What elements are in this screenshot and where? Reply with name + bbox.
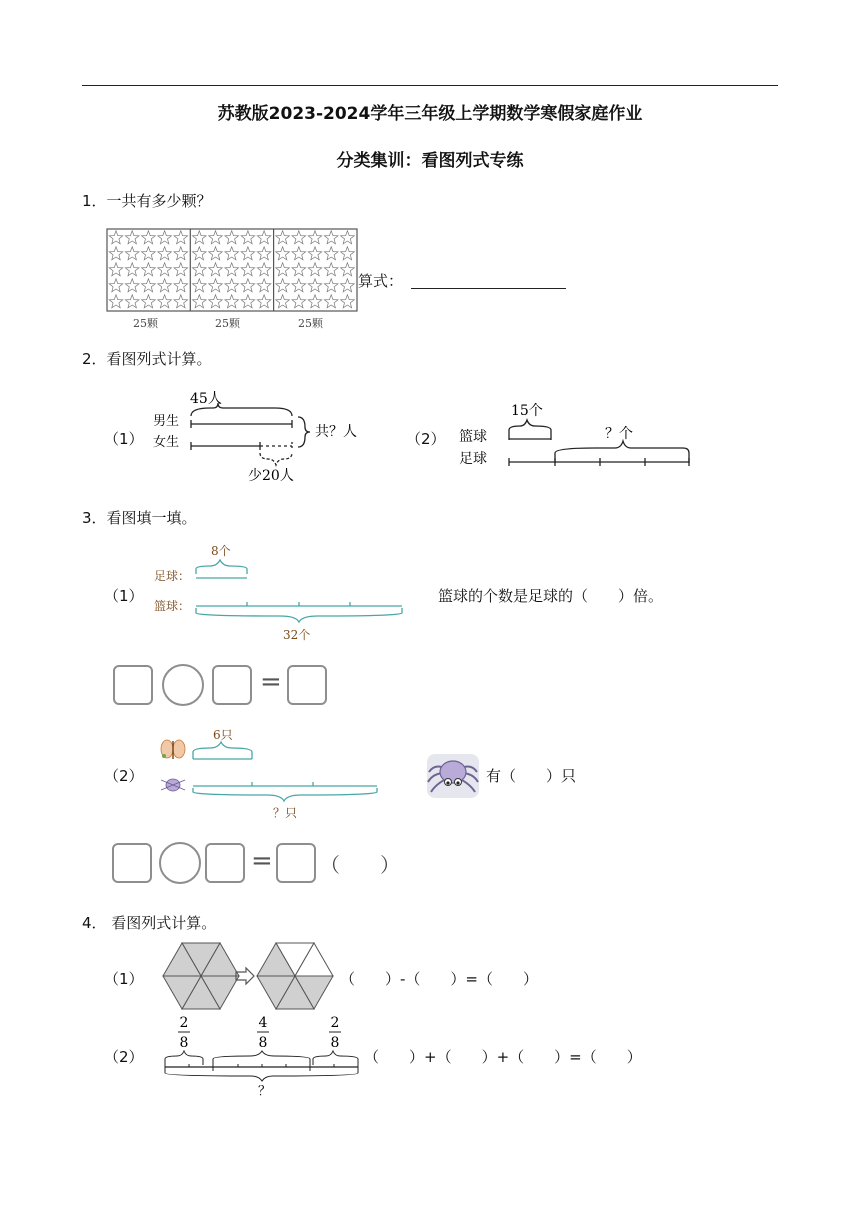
star-icon bbox=[292, 231, 306, 244]
star-icon bbox=[341, 247, 355, 260]
star-icon bbox=[324, 279, 338, 292]
star-icon bbox=[158, 263, 172, 276]
star-icon bbox=[292, 247, 306, 260]
answer-box[interactable] bbox=[205, 843, 245, 883]
answer-box[interactable] bbox=[276, 843, 316, 883]
svg-text:8: 8 bbox=[179, 1035, 189, 1051]
star-icon bbox=[341, 295, 355, 308]
star-icon bbox=[109, 279, 123, 292]
star-icon bbox=[341, 231, 355, 244]
star-icon bbox=[276, 279, 290, 292]
q3-part2-diagram bbox=[155, 728, 385, 828]
star-icon bbox=[341, 279, 355, 292]
basketball-row-label: 篮球： bbox=[154, 599, 191, 613]
answer-box[interactable] bbox=[113, 665, 153, 705]
total-question-label: ？ bbox=[258, 1084, 272, 1099]
star-icon bbox=[193, 231, 207, 244]
question-count-label: ？个 bbox=[605, 426, 633, 442]
q3-part1-sentence: 篮球的个数是足球的（ ）倍。 bbox=[438, 587, 664, 605]
boys-label: 男生 bbox=[153, 414, 180, 429]
q1-star-figure bbox=[106, 227, 360, 333]
star-icon bbox=[324, 295, 338, 308]
svg-text:8: 8 bbox=[258, 1035, 268, 1051]
q4-part1-number: （1） bbox=[104, 970, 144, 988]
basketball-brace bbox=[196, 608, 402, 622]
fraction-3 bbox=[329, 1015, 341, 1051]
total-label: 共？人 bbox=[315, 424, 357, 440]
star-icon bbox=[341, 263, 355, 276]
answer-box[interactable] bbox=[112, 843, 152, 883]
q2-part1-number: （1） bbox=[104, 430, 144, 448]
butterfly-brace bbox=[193, 742, 252, 759]
football-row-label: 足球： bbox=[154, 569, 191, 583]
q1-answer-line[interactable] bbox=[411, 288, 566, 289]
spider-icon bbox=[161, 779, 185, 791]
star-icon bbox=[241, 231, 255, 244]
fraction-1 bbox=[178, 1015, 190, 1051]
star-icon bbox=[209, 263, 223, 276]
spider-count-label: ？只 bbox=[273, 806, 298, 820]
q3-part2-number: （2） bbox=[104, 767, 144, 785]
basketball-count-label: 15个 bbox=[511, 403, 543, 419]
star-icon bbox=[324, 231, 338, 244]
star-icon bbox=[257, 279, 271, 292]
star-icon bbox=[125, 231, 139, 244]
svg-text:4: 4 bbox=[258, 1015, 268, 1031]
star-icon bbox=[225, 279, 239, 292]
spider-picture-icon bbox=[425, 752, 481, 800]
star-icon bbox=[193, 247, 207, 260]
girls-label: 女生 bbox=[153, 435, 180, 450]
star-icon bbox=[257, 231, 271, 244]
operator-circle[interactable] bbox=[162, 664, 204, 706]
star-icon bbox=[158, 247, 172, 260]
star-icon bbox=[292, 263, 306, 276]
star-icon bbox=[142, 247, 156, 260]
q4-part1-equation[interactable]: （ ）-（ ）=（ ） bbox=[340, 970, 538, 988]
star-icon bbox=[174, 231, 188, 244]
football-brace bbox=[196, 560, 247, 574]
q3-part1-diagram bbox=[150, 540, 410, 646]
star-icon bbox=[125, 295, 139, 308]
operator-circle[interactable] bbox=[159, 842, 201, 884]
star-icon bbox=[109, 247, 123, 260]
question-3-label: 3．看图填一填。 bbox=[82, 509, 197, 527]
star-icon bbox=[308, 231, 322, 244]
svg-text:2: 2 bbox=[179, 1015, 189, 1031]
q4-part2-number: （2） bbox=[104, 1048, 144, 1066]
star-icon bbox=[241, 247, 255, 260]
star-icon bbox=[142, 295, 156, 308]
unit-answer-parentheses[interactable]: （ ） bbox=[320, 853, 400, 877]
football-label: 足球 bbox=[459, 451, 487, 467]
star-grid bbox=[107, 229, 357, 311]
star-icon bbox=[308, 295, 322, 308]
difference-label: 少20人 bbox=[248, 468, 294, 484]
star-icon bbox=[324, 263, 338, 276]
svg-text:8: 8 bbox=[330, 1035, 340, 1051]
question-1-label: 1．一共有多少颗？ bbox=[82, 192, 212, 210]
answer-box[interactable] bbox=[212, 665, 252, 705]
butterfly-count-label: 6只 bbox=[213, 728, 233, 742]
star-icon bbox=[158, 279, 172, 292]
butterfly-icon bbox=[161, 740, 185, 759]
group-2-count: 25颗 bbox=[215, 317, 240, 330]
star-icon bbox=[193, 263, 207, 276]
header-rule bbox=[82, 85, 778, 86]
boys-count-label: 45人 bbox=[190, 391, 222, 407]
star-icon bbox=[193, 295, 207, 308]
star-icon bbox=[225, 263, 239, 276]
document-title: 苏教版2023-2024学年三年级上学期数学寒假家庭作业 bbox=[217, 104, 643, 124]
question-4-label: 4． 看图列式计算。 bbox=[82, 914, 217, 932]
star-icon bbox=[257, 295, 271, 308]
q4-part1-hexagons bbox=[155, 940, 345, 1012]
star-icon bbox=[241, 295, 255, 308]
star-icon bbox=[125, 263, 139, 276]
equals-sign: = bbox=[251, 846, 273, 876]
hexagon-after bbox=[257, 943, 333, 1009]
q2-part1-diagram bbox=[150, 386, 375, 486]
q2-part2-diagram bbox=[455, 396, 695, 476]
star-icon bbox=[125, 279, 139, 292]
q2-part2-number: （2） bbox=[406, 430, 446, 448]
group-3-count: 25颗 bbox=[298, 317, 323, 330]
star-icon bbox=[109, 231, 123, 244]
star-icon bbox=[174, 295, 188, 308]
star-icon bbox=[257, 247, 271, 260]
star-icon bbox=[308, 247, 322, 260]
star-icon bbox=[174, 263, 188, 276]
hexagon-before bbox=[163, 943, 239, 1009]
fraction-2 bbox=[257, 1015, 269, 1051]
star-icon bbox=[257, 263, 271, 276]
star-icon bbox=[142, 279, 156, 292]
star-icon bbox=[308, 279, 322, 292]
star-icon bbox=[308, 263, 322, 276]
total-brace bbox=[298, 417, 310, 447]
basketball-count-label: 32个 bbox=[283, 628, 311, 642]
star-icon bbox=[324, 247, 338, 260]
star-icon bbox=[225, 231, 239, 244]
svg-text:2: 2 bbox=[330, 1015, 340, 1031]
q4-part2-fraction-diagram bbox=[155, 1012, 365, 1102]
star-icon bbox=[158, 295, 172, 308]
star-icon bbox=[276, 231, 290, 244]
star-icon bbox=[225, 247, 239, 260]
football-brace bbox=[555, 441, 689, 463]
question-2-label: 2．看图列式计算。 bbox=[82, 350, 212, 368]
star-icon bbox=[142, 231, 156, 244]
difference-brace bbox=[260, 453, 292, 465]
star-icon bbox=[142, 263, 156, 276]
star-icon bbox=[209, 279, 223, 292]
star-icon bbox=[158, 231, 172, 244]
star-icon bbox=[193, 279, 207, 292]
star-icon bbox=[174, 247, 188, 260]
star-icon bbox=[125, 247, 139, 260]
star-icon bbox=[276, 295, 290, 308]
star-icon bbox=[292, 295, 306, 308]
star-icon bbox=[174, 279, 188, 292]
football-count-label: 8个 bbox=[211, 544, 231, 558]
star-icon bbox=[209, 247, 223, 260]
q3-part1-number: （1） bbox=[104, 587, 144, 605]
q4-part2-equation[interactable]: （ ）+（ ）+（ ）=（ ） bbox=[364, 1048, 642, 1066]
answer-box[interactable] bbox=[287, 665, 327, 705]
star-icon bbox=[109, 263, 123, 276]
document-subtitle: 分类集训：看图列式专练 bbox=[336, 151, 524, 171]
group-1-count: 25颗 bbox=[133, 317, 158, 330]
q1-formula-label: 算式： bbox=[358, 272, 404, 290]
star-icon bbox=[209, 231, 223, 244]
basketball-brace bbox=[509, 420, 551, 440]
star-icon bbox=[276, 247, 290, 260]
equals-sign: = bbox=[260, 667, 282, 697]
star-icon bbox=[109, 295, 123, 308]
spider-brace bbox=[193, 788, 377, 801]
star-icon bbox=[292, 279, 306, 292]
star-icon bbox=[241, 279, 255, 292]
star-icon bbox=[225, 295, 239, 308]
star-icon bbox=[241, 263, 255, 276]
basketball-label: 篮球 bbox=[459, 429, 487, 445]
star-icon bbox=[276, 263, 290, 276]
star-icon bbox=[209, 295, 223, 308]
q3-part2-sentence: 有（ ）只 bbox=[486, 767, 577, 785]
